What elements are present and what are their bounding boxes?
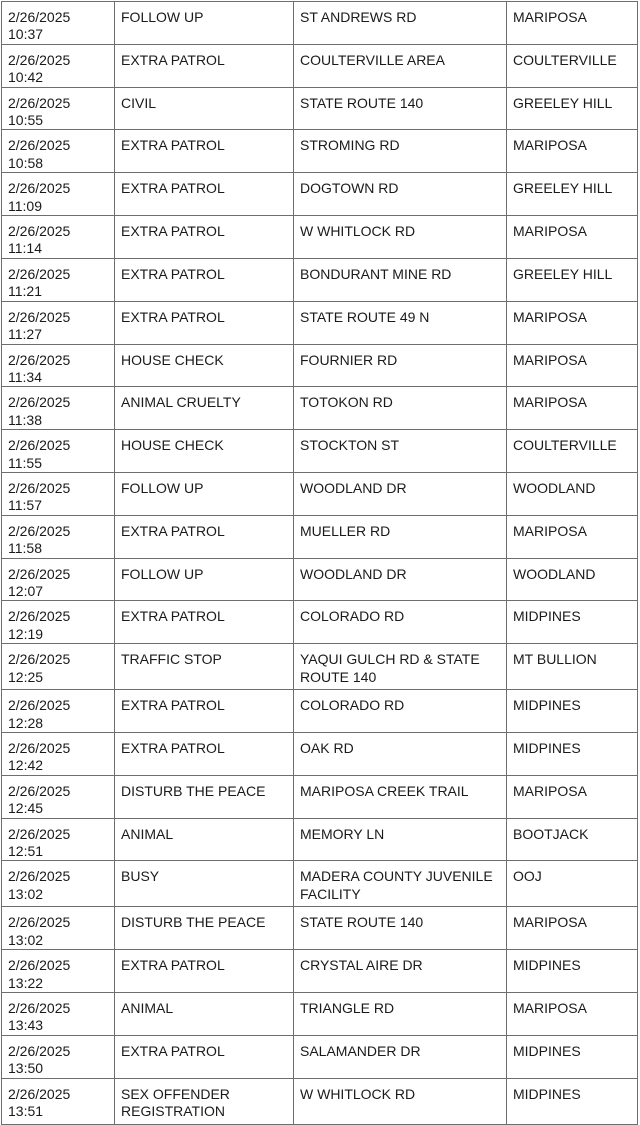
- cell-call-type: DISTURB THE PEACE: [115, 907, 294, 950]
- cell-location: COULTERVILLE AREA: [294, 44, 507, 87]
- cell-call-type: EXTRA PATROL: [115, 130, 294, 173]
- cell-area: COULTERVILLE: [507, 44, 638, 87]
- table-row: [2, 558, 638, 601]
- table-row: [2, 173, 638, 216]
- cell-area: MARIPOSA: [507, 775, 638, 818]
- call-log-table: [1, 1, 638, 1125]
- cell-area: GREELEY HILL: [507, 87, 638, 130]
- cell-location: STOCKTON ST: [294, 430, 507, 473]
- cell-datetime: 2/26/2025 12:07: [2, 558, 115, 601]
- cell-call-type: ANIMAL: [115, 818, 294, 861]
- table-row: [2, 344, 638, 387]
- cell-area: MARIPOSA: [507, 130, 638, 173]
- cell-location: WOODLAND DR: [294, 558, 507, 601]
- cell-datetime: 2/26/2025 13:02: [2, 861, 115, 907]
- cell-call-type: EXTRA PATROL: [115, 1035, 294, 1078]
- cell-datetime: 2/26/2025 11:57: [2, 472, 115, 515]
- table-row: [2, 387, 638, 430]
- table-row: [2, 87, 638, 130]
- cell-area: WOODLAND: [507, 472, 638, 515]
- cell-datetime: 2/26/2025 11:21: [2, 258, 115, 301]
- cell-datetime: 2/26/2025 11:55: [2, 430, 115, 473]
- table-row: [2, 430, 638, 473]
- table-row: [2, 1078, 638, 1124]
- cell-location: STATE ROUTE 140: [294, 907, 507, 950]
- table-row: [2, 993, 638, 1036]
- cell-location: W WHITLOCK RD: [294, 216, 507, 259]
- cell-datetime: 2/26/2025 11:58: [2, 515, 115, 558]
- cell-location: STATE ROUTE 140: [294, 87, 507, 130]
- table-row: [2, 472, 638, 515]
- cell-call-type: FOLLOW UP: [115, 558, 294, 601]
- cell-call-type: EXTRA PATROL: [115, 173, 294, 216]
- cell-location: YAQUI GULCH RD & STATE ROUTE 140: [294, 644, 507, 690]
- cell-area: BOOTJACK: [507, 818, 638, 861]
- cell-area: GREELEY HILL: [507, 173, 638, 216]
- cell-datetime: 2/26/2025 11:38: [2, 387, 115, 430]
- table-row: [2, 130, 638, 173]
- cell-area: MIDPINES: [507, 690, 638, 733]
- cell-datetime: 2/26/2025 13:50: [2, 1035, 115, 1078]
- cell-location: OAK RD: [294, 733, 507, 776]
- cell-area: MARIPOSA: [507, 387, 638, 430]
- cell-datetime: 2/26/2025 12:25: [2, 644, 115, 690]
- table-row: [2, 907, 638, 950]
- cell-location: SALAMANDER DR: [294, 1035, 507, 1078]
- cell-call-type: BUSY: [115, 861, 294, 907]
- cell-call-type: ANIMAL: [115, 993, 294, 1036]
- cell-datetime: 2/26/2025 13:43: [2, 993, 115, 1036]
- table-row: [2, 861, 638, 907]
- cell-area: WOODLAND: [507, 558, 638, 601]
- cell-location: BONDURANT MINE RD: [294, 258, 507, 301]
- cell-location: TOTOKON RD: [294, 387, 507, 430]
- table-row: [2, 301, 638, 344]
- cell-call-type: ANIMAL CRUELTY: [115, 387, 294, 430]
- table-row: [2, 818, 638, 861]
- cell-area: MARIPOSA: [507, 2, 638, 45]
- cell-call-type: EXTRA PATROL: [115, 44, 294, 87]
- cell-area: MIDPINES: [507, 601, 638, 644]
- cell-area: MIDPINES: [507, 950, 638, 993]
- cell-datetime: 2/26/2025 10:58: [2, 130, 115, 173]
- cell-datetime: 2/26/2025 13:22: [2, 950, 115, 993]
- cell-call-type: EXTRA PATROL: [115, 690, 294, 733]
- cell-location: DOGTOWN RD: [294, 173, 507, 216]
- table-row: [2, 775, 638, 818]
- cell-call-type: FOLLOW UP: [115, 2, 294, 45]
- cell-area: MT BULLION: [507, 644, 638, 690]
- cell-datetime: 2/26/2025 13:51: [2, 1078, 115, 1124]
- cell-location: COLORADO RD: [294, 601, 507, 644]
- cell-location: MUELLER RD: [294, 515, 507, 558]
- cell-datetime: 2/26/2025 11:14: [2, 216, 115, 259]
- cell-datetime: 2/26/2025 12:45: [2, 775, 115, 818]
- cell-datetime: 2/26/2025 12:51: [2, 818, 115, 861]
- cell-call-type: TRAFFIC STOP: [115, 644, 294, 690]
- table-row: [2, 515, 638, 558]
- cell-area: MARIPOSA: [507, 216, 638, 259]
- cell-datetime: 2/26/2025 10:37: [2, 2, 115, 45]
- table-row: [2, 44, 638, 87]
- cell-area: MIDPINES: [507, 733, 638, 776]
- cell-datetime: 2/26/2025 10:55: [2, 87, 115, 130]
- cell-call-type: EXTRA PATROL: [115, 216, 294, 259]
- cell-datetime: 2/26/2025 12:42: [2, 733, 115, 776]
- cell-call-type: EXTRA PATROL: [115, 950, 294, 993]
- cell-call-type: EXTRA PATROL: [115, 733, 294, 776]
- cell-area: GREELEY HILL: [507, 258, 638, 301]
- cell-call-type: CIVIL: [115, 87, 294, 130]
- cell-area: MARIPOSA: [507, 907, 638, 950]
- cell-area: MIDPINES: [507, 1078, 638, 1124]
- cell-call-type: HOUSE CHECK: [115, 430, 294, 473]
- table-row: [2, 690, 638, 733]
- table-row: [2, 733, 638, 776]
- cell-datetime: 2/26/2025 13:02: [2, 907, 115, 950]
- cell-location: MADERA COUNTY JUVENILE FACILITY: [294, 861, 507, 907]
- table-row: [2, 601, 638, 644]
- cell-call-type: EXTRA PATROL: [115, 601, 294, 644]
- cell-location: ST ANDREWS RD: [294, 2, 507, 45]
- cell-datetime: 2/26/2025 10:42: [2, 44, 115, 87]
- cell-location: FOURNIER RD: [294, 344, 507, 387]
- cell-area: MARIPOSA: [507, 515, 638, 558]
- cell-location: CRYSTAL AIRE DR: [294, 950, 507, 993]
- cell-location: WOODLAND DR: [294, 472, 507, 515]
- cell-location: MARIPOSA CREEK TRAIL: [294, 775, 507, 818]
- cell-datetime: 2/26/2025 11:09: [2, 173, 115, 216]
- call-log-body: [2, 2, 638, 1125]
- table-row: [2, 1035, 638, 1078]
- cell-area: COULTERVILLE: [507, 430, 638, 473]
- cell-datetime: 2/26/2025 12:28: [2, 690, 115, 733]
- table-row: [2, 2, 638, 45]
- cell-area: MARIPOSA: [507, 301, 638, 344]
- cell-location: STATE ROUTE 49 N: [294, 301, 507, 344]
- table-row: [2, 216, 638, 259]
- table-row: [2, 644, 638, 690]
- cell-datetime: 2/26/2025 12:19: [2, 601, 115, 644]
- cell-area: MARIPOSA: [507, 993, 638, 1036]
- cell-area: MARIPOSA: [507, 344, 638, 387]
- cell-datetime: 2/26/2025 11:34: [2, 344, 115, 387]
- cell-location: TRIANGLE RD: [294, 993, 507, 1036]
- cell-location: MEMORY LN: [294, 818, 507, 861]
- cell-call-type: HOUSE CHECK: [115, 344, 294, 387]
- table-row: [2, 258, 638, 301]
- cell-area: OOJ: [507, 861, 638, 907]
- cell-call-type: DISTURB THE PEACE: [115, 775, 294, 818]
- table-row: [2, 950, 638, 993]
- cell-location: COLORADO RD: [294, 690, 507, 733]
- cell-call-type: EXTRA PATROL: [115, 301, 294, 344]
- cell-call-type: FOLLOW UP: [115, 472, 294, 515]
- cell-call-type: EXTRA PATROL: [115, 258, 294, 301]
- cell-location: STROMING RD: [294, 130, 507, 173]
- cell-call-type: SEX OFFENDER REGISTRATION: [115, 1078, 294, 1124]
- cell-area: MIDPINES: [507, 1035, 638, 1078]
- cell-call-type: EXTRA PATROL: [115, 515, 294, 558]
- cell-datetime: 2/26/2025 11:27: [2, 301, 115, 344]
- cell-location: W WHITLOCK RD: [294, 1078, 507, 1124]
